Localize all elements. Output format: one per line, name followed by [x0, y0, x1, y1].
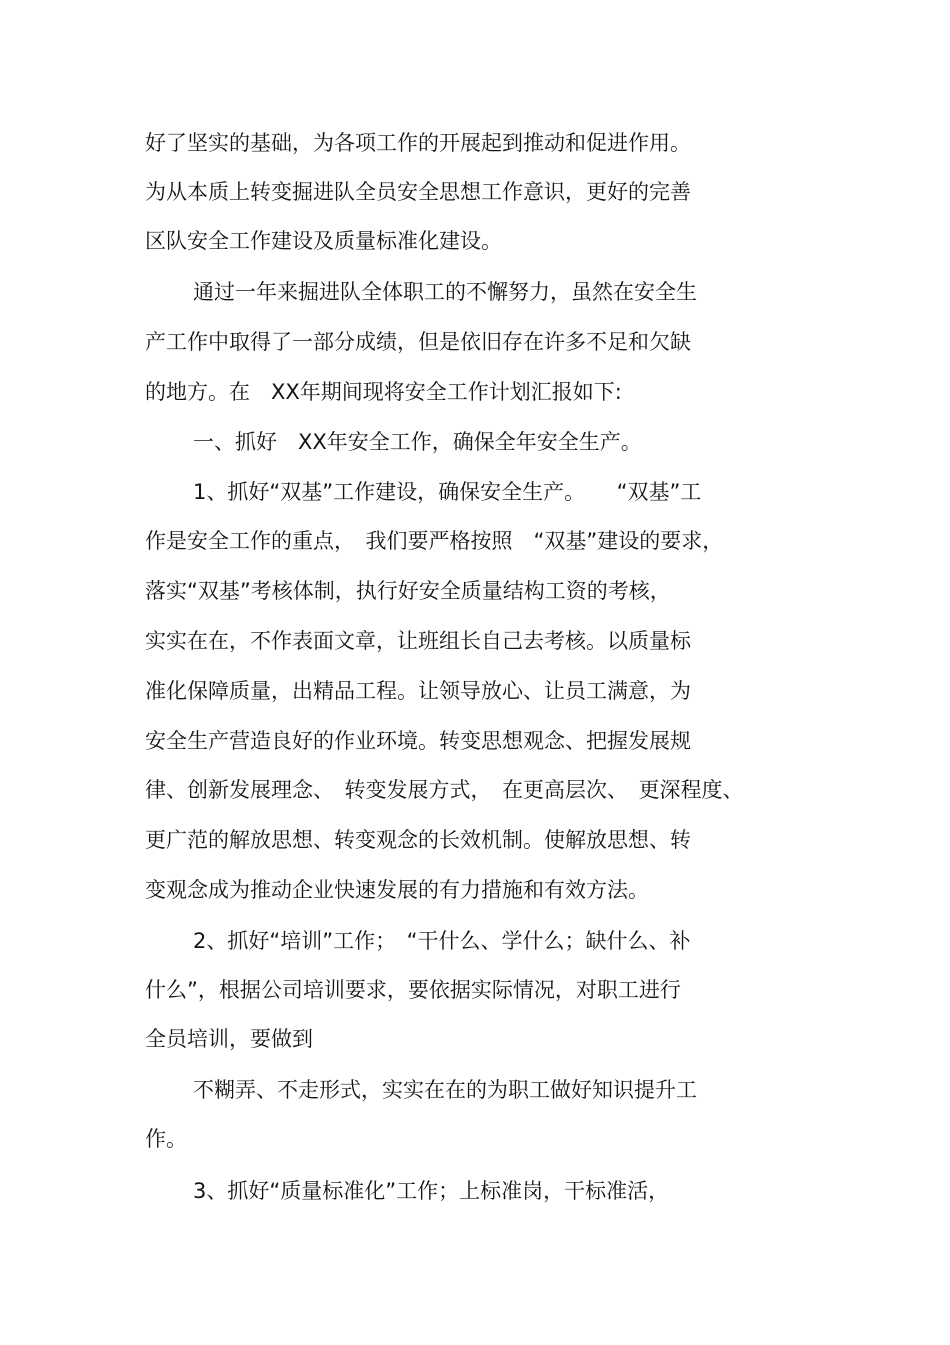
text-line: 更广范的解放思想、转变观念的长效机制。使解放思想、转 [145, 828, 691, 852]
text-line: 的地方。在 XX年期间现将安全工作计划汇报如下: [145, 380, 622, 404]
text-line: 全员培训，要做到 [145, 1027, 313, 1051]
text-line: 作。 [145, 1127, 187, 1151]
text-line: 作是安全工作的重点， 我们要严格按照 “双基”建设的要求， [145, 529, 724, 553]
paragraph-first-line: 不糊弄、不走形式，实实在在的为职工做好知识提升工 [193, 1078, 697, 1102]
text-line: 什么”，根据公司培训要求，要依据实际情况，对职工进行 [145, 978, 681, 1002]
text-line: 产工作中取得了一部分成绩，但是依旧存在许多不足和欠缺 [145, 330, 691, 354]
text-line: 实实在在，不作表面文章，让班组长自己去考核。以质量标 [145, 629, 691, 653]
section-heading: 一、抓好 XX年安全工作，确保全年安全生产。 [193, 430, 642, 454]
text-line: 好了坚实的基础，为各项工作的开展起到推动和促进作用。 [145, 131, 691, 155]
text-line: 律、创新发展理念、 转变发展方式， 在更高层次、 更深程度、 [145, 778, 744, 802]
paragraph-first-line: 3、抓好“质量标准化”工作；上标准岗，干标准活， [193, 1179, 670, 1203]
text-line: 落实“双基”考核体制，执行好安全质量结构工资的考核， [145, 579, 671, 603]
text-line: 区队安全工作建设及质量标准化建设。 [145, 229, 502, 253]
paragraph-first-line: 2、抓好“培训”工作； “干什么、学什么；缺什么、补 [193, 929, 691, 953]
paragraph-first-line: 1、抓好“双基”工作建设，确保安全生产。 “双基”工 [193, 480, 702, 504]
paragraph-first-line: 通过一年来掘进队全体职工的不懈努力，虽然在安全生 [193, 280, 697, 304]
text-line: 变观念成为推动企业快速发展的有力措施和有效方法。 [145, 878, 649, 902]
text-line: 安全生产营造良好的作业环境。转变思想观念、把握发展规 [145, 729, 691, 753]
text-line: 准化保障质量，出精品工程。让领导放心、让员工满意，为 [145, 679, 691, 703]
text-line: 为从本质上转变掘进队全员安全思想工作意识，更好的完善 [145, 180, 691, 204]
